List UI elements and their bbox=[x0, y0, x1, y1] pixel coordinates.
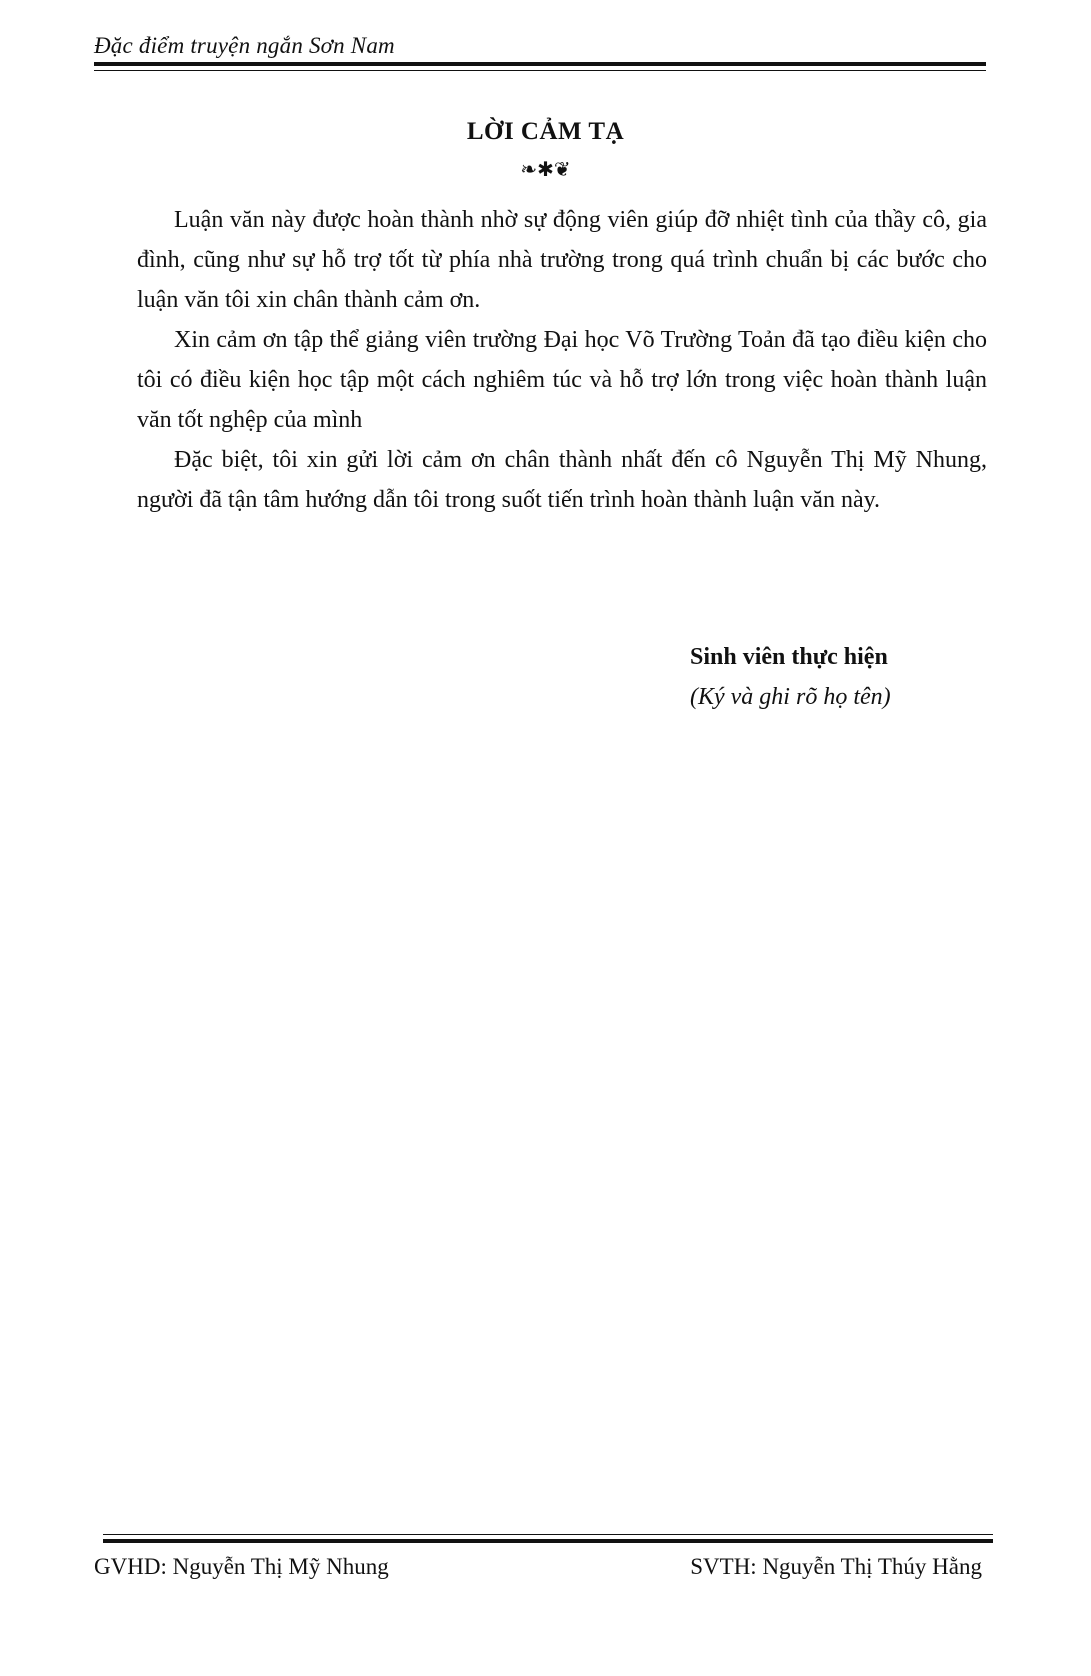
footer-rule-thin bbox=[103, 1534, 993, 1535]
header-rule-thin bbox=[94, 70, 986, 71]
footer-supervisor: GVHD: Nguyễn Thị Mỹ Nhung bbox=[94, 1554, 389, 1579]
paragraph-3: Đặc biệt, tôi xin gửi lời cảm ơn chân thành nhất đến cô Nguyễn Thị Mỹ Nhung, người đã tận tâm hướng dẫn tôi trong suốt tiến trình hoàn thành luận văn này. bbox=[137, 447, 987, 513]
header-rule-thick bbox=[94, 62, 986, 66]
signature-note: (Ký và ghi rõ họ tên) bbox=[690, 684, 891, 710]
paragraph-1: Luận văn này được hoàn thành nhờ sự động viên giúp đỡ nhiệt tình của thầy cô, gia đình, cũng như sự hỗ trợ tốt từ phía nhà trường trong quá trình chuẩn bị các bước cho luận văn tôi xin chân thành cảm ơn. bbox=[137, 207, 987, 313]
acknowledgement-body bbox=[137, 200, 987, 520]
footer-rule-thick bbox=[103, 1539, 993, 1543]
running-header: Đặc điểm truyện ngắn Sơn Nam bbox=[94, 33, 395, 58]
signature-block bbox=[690, 637, 891, 717]
paragraph-2: Xin cảm ơn tập thể giảng viên trường Đại học Võ Trường Toản đã tạo điều kiện cho tôi có điều kiện học tập một cách nghiêm túc và hỗ trợ lớn trong việc hoàn thành luận văn tốt nghệp của mình bbox=[137, 327, 987, 433]
page-title: LỜI CẢM TẠ bbox=[466, 118, 625, 145]
signature-title: Sinh viên thực hiện bbox=[690, 644, 888, 670]
ornament-divider: ❧✱❦ bbox=[520, 159, 571, 181]
footer-student: SVTH: Nguyễn Thị Thúy Hằng bbox=[690, 1554, 982, 1579]
